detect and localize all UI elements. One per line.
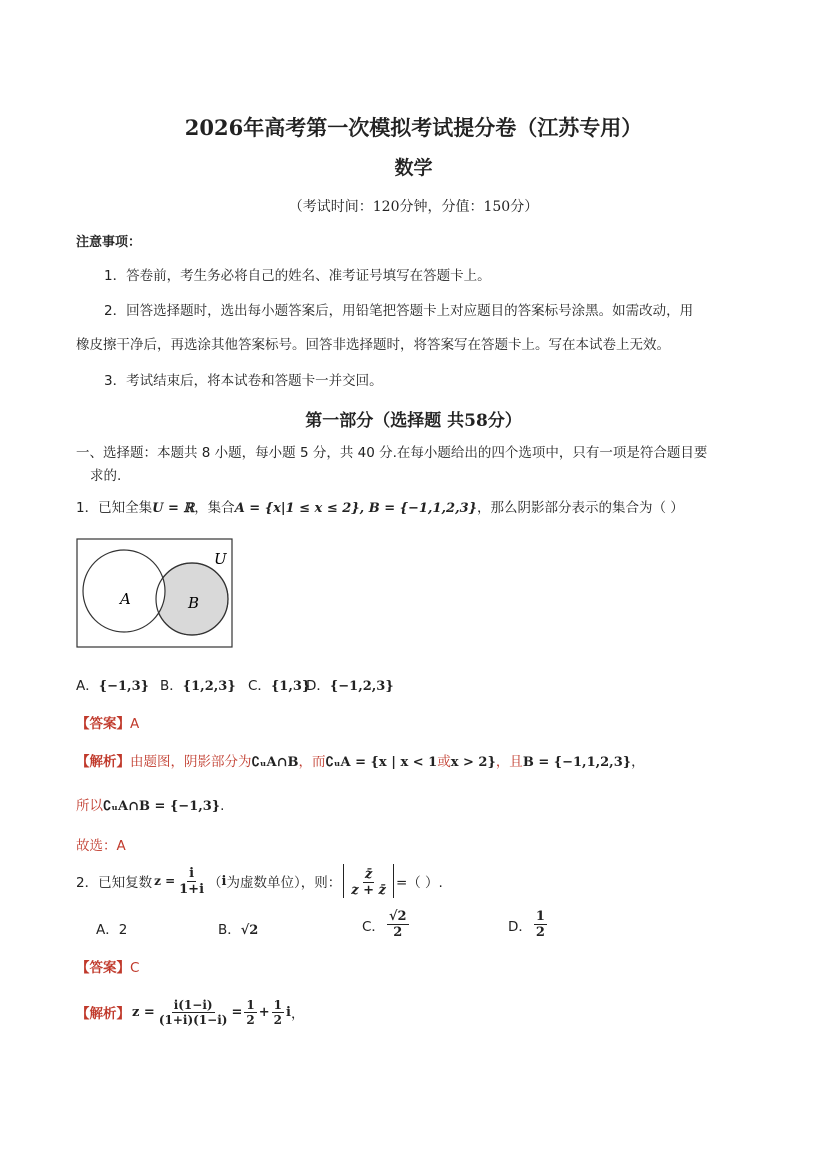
q2-stem: 2．已知复数 z = $\frac{i}{1+i}$ （ i 为虚数单位），则： $\frac{z̄}{z + z̄}$ =（ ）.	[76, 865, 443, 898]
q1-universal-set: U = ℝ	[152, 501, 195, 516]
q2-answer: 【答案】C	[76, 960, 140, 976]
part1-intro: 一、选择题：本题共 8 小题，每小题 5 分，共 40 分.在每小题给出的四个选项中，只有一项是符合题目要	[76, 445, 708, 461]
q2-option-b: B．√2	[218, 922, 259, 938]
q1-option-d: D．{−1,2,3}	[306, 678, 394, 694]
label-u: U	[214, 550, 227, 568]
q1-option-b: B．{1,2,3}	[160, 678, 236, 694]
page-title: 2026年高考第一次模拟考试提分卷（江苏专用）	[184, 115, 643, 140]
notice-item-3: 3．考试结束后，将本试卷和答题卡一并交回。	[104, 373, 383, 389]
notice-item-1: 1．答卷前，考生务必将自己的姓名、准考证号填写在答题卡上。	[104, 268, 491, 284]
subject-title: 数学	[394, 157, 433, 179]
q1-answer: 【答案】A	[76, 716, 140, 732]
q1-sets: A = {x|1 ≤ x ≤ 2}, B = {−1,1,2,3}	[234, 501, 478, 516]
q2-analysis: 【解析】 z = $\frac{i(1-i)}{(1+i)(1-i)}$ = $\frac{1}{2}$ + $\frac{1}{2}$ i ，	[76, 997, 305, 1027]
q2-option-a: A．2	[96, 922, 128, 938]
part1-intro-cont: 求的.	[90, 468, 122, 484]
notice-heading: 注意事项：	[76, 235, 142, 250]
q1-analysis: 【解析】由题图，阴影部分为∁ᵤA∩B，而∁ᵤA = {x | x < 1或x > 2}，且B = {−1,1,2,3}，	[76, 754, 645, 770]
q1-option-c: C．{1,3}	[248, 678, 311, 694]
label-a: A	[120, 590, 131, 608]
label-b: B	[188, 594, 200, 612]
q1-stem: 1．已知全集U = ℝ，集合A = {x|1 ≤ x ≤ 2}, B = {−1,1,2,3}，那么阴影部分表示的集合为（ ）	[76, 500, 684, 516]
venn-diagram	[76, 538, 234, 650]
q1-conclusion: 所以∁ᵤA∩B = {−1,3}.	[76, 798, 225, 814]
q1-option-a: A．{−1,3}	[76, 678, 149, 694]
q2-abs-value: $\frac{z̄}{z + z̄}$	[343, 864, 394, 898]
part1-heading: 第一部分（选择题 共58分）	[305, 411, 522, 431]
notice-item-2-cont: 橡皮擦干净后，再选涂其他答案标号。回答非选择题时，将答案写在答题卡上。写在本试卷上无效。	[76, 337, 670, 353]
exam-info: （考试时间：120分钟，分值：150分）	[288, 199, 539, 215]
q1-choice: 故选：A	[76, 838, 126, 854]
q2-option-d: D． $\frac{1}{2}$	[508, 909, 545, 940]
notice-item-2: 2．回答选择题时，选出每小题答案后，用铅笔把答题卡上对应题目的答案标号涂黑。如需改动，用	[104, 303, 694, 319]
q2-option-c: C． $\frac{√2}{2}$	[362, 909, 407, 940]
